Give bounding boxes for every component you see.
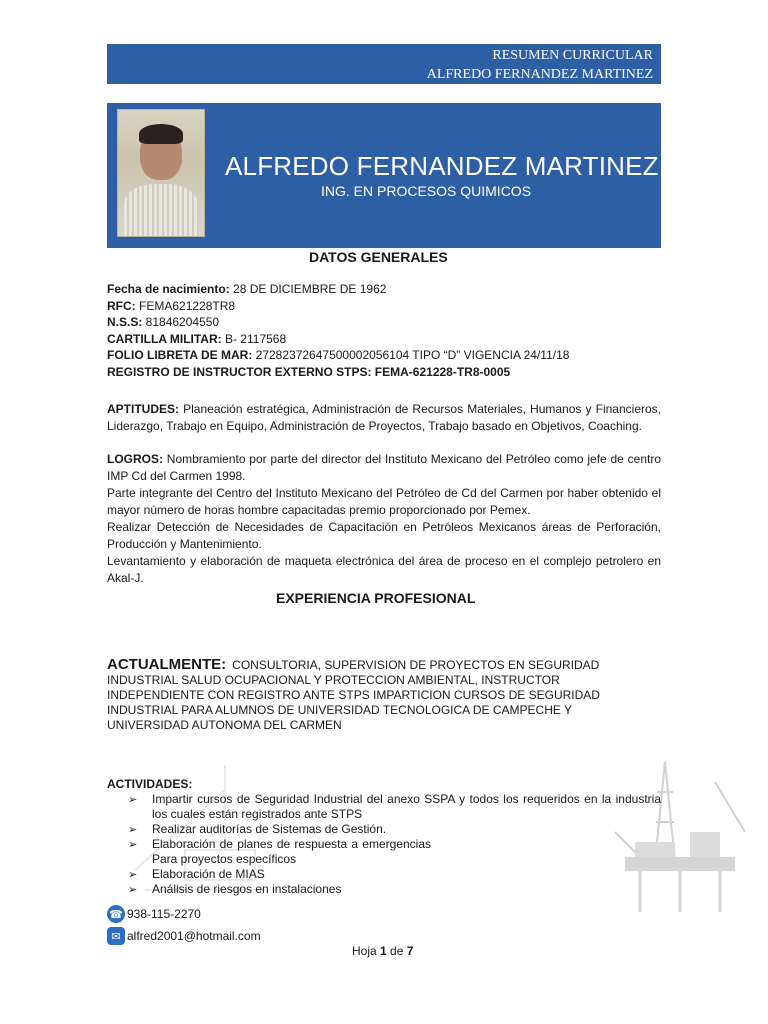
email-icon: ✉ [107, 927, 125, 945]
phone-number: 938-115-2270 [127, 907, 201, 921]
hero-banner [107, 103, 661, 248]
section-title-experience: EXPERIENCIA PROFESIONAL [276, 590, 476, 606]
contact-phone [107, 905, 201, 923]
resume-header-line2: ALFREDO FERNANDEZ MARTINEZ [426, 67, 653, 82]
list-item: ➢ Realizar auditorías de Sistemas de Gestión. [128, 822, 661, 837]
list-item: ➢ Elaboración de MIAS [128, 867, 661, 882]
list-item: ➢ Impartir cursos de Seguridad Industrial del anexo SSPA y todos los requeridos en la industria los cuales están registrados ante STPS [128, 792, 661, 822]
contact-email[interactable] [107, 927, 261, 945]
profile-photo [117, 109, 205, 237]
phone-icon: ☎ [107, 905, 125, 923]
activities-list [128, 792, 661, 897]
current-position: ACTUALMENTE: CONSULTORIA, SUPERVISION DE PROYECTOS EN SEGURIDAD INDUSTRIAL SALUD OCUPACIONAL Y PROTECCION AMBIENTAL, INSTRUCTOR INDEPENDIENTE CON REGISTRO ANTE STPS IMPARTICION CURSOS DE SEGURIDAD INDUSTRIAL PARA ALUMNOS DE UNIVERSIDAD TECNOLOGICA DE CAMPECHE Y UNIVERSIDAD AUTONOMA DEL CARMEN [107, 656, 600, 732]
resume-header-line1: RESUMEN CURRICULAR [492, 48, 653, 63]
field-nss: N.S.S: 81846204550 [107, 315, 220, 329]
achievement-item: LOGROS: Nombramiento por parte del director del Instituto Mexicano del Petróleo como jefe de centro IMP Cd del Carmen 1998. [107, 452, 661, 483]
aptitudes-paragraph: APTITUDES: Planeación estratégica, Administración de Recursos Materiales, Humanos y Financieros, Liderazgo, Trabajo en Equipo, Administración de Proyectos, Trabajo basado en Objetivos, Coaching. [107, 402, 661, 433]
section-title-general: DATOS GENERALES [309, 249, 448, 265]
achievement-item: Realizar Detección de Necesidades de Capacitación en Petróleos Mexicanos áreas de Perforación, Producción y Mantenimiento. [107, 520, 661, 551]
candidate-title: ING. EN PROCESOS QUIMICOS [321, 183, 532, 199]
field-rfc: RFC: FEMA621228TR8 [107, 298, 236, 313]
achievement-item: Parte integrante del Centro del Instituto Mexicano del Petróleo de Cd del Carmen por haber obtenido el mayor número de horas hombre capacitadas premio proporcionado por Pemex. [107, 486, 661, 517]
page-number: Hoja 1 de 7 [352, 944, 414, 958]
resume-header-band [107, 44, 661, 84]
list-item: ➢ Elaboración de planes de respuesta a emergencias Para proyectos específicos [128, 837, 661, 867]
field-sea-booklet: FOLIO LIBRETA DE MAR: 27282372647500002056104 TIPO “D” VIGENCIA 24/11/18 [107, 348, 570, 362]
list-item: ➢ Análisis de riesgos en instalaciones [128, 882, 661, 897]
achievements-block [107, 451, 661, 587]
email-address[interactable]: alfred2001@hotmail.com [127, 929, 261, 943]
general-data-list [107, 281, 569, 380]
candidate-name: ALFREDO FERNANDEZ MARTINEZ [225, 151, 659, 181]
field-birthdate: Fecha de nacimiento: 28 DE DICIEMBRE DE 1962 [107, 282, 387, 296]
activities-title: ACTIVIDADES: [107, 777, 193, 791]
achievement-item: Levantamiento y elaboración de maqueta electrónica del área de proceso en el complejo petrolero en Akal-J. [107, 554, 661, 585]
field-military-card: CARTILLA MILITAR: B- 2117568 [107, 331, 287, 346]
field-instructor-registry: REGISTRO DE INSTRUCTOR EXTERNO STPS: FEMA-621228-TR8-0005 [107, 364, 511, 379]
